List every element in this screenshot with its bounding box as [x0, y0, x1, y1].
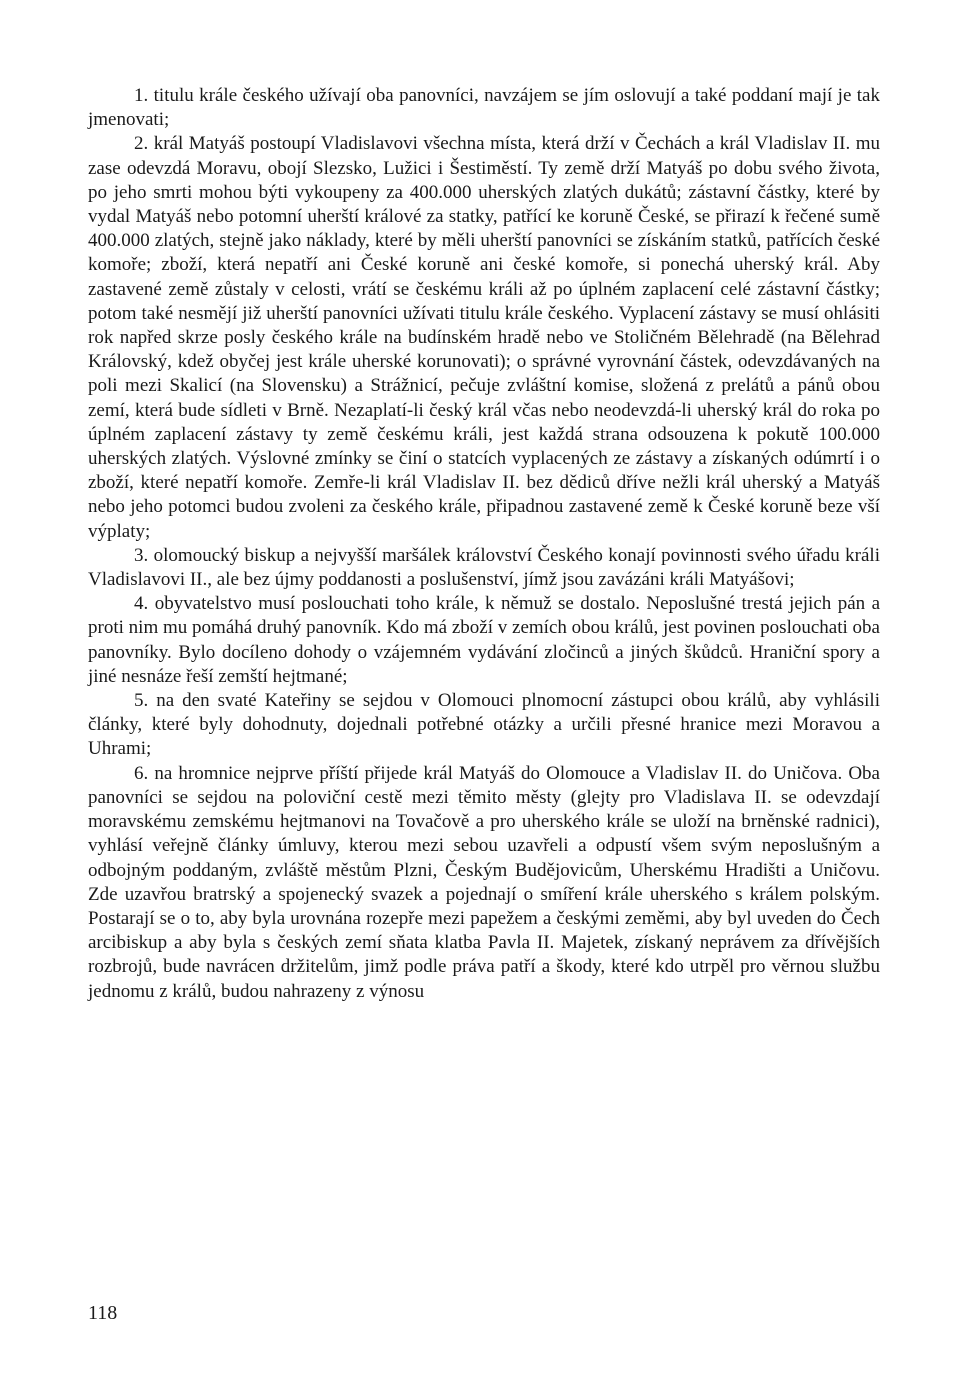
paragraph-2: 2. král Matyáš postoupí Vladislavovi všechna místa, která drží v Čechách a král Vladislav II. mu zase odevzdá Moravu, obojí Slezsko, Lužici i Šestiměstí. Ty země drží Matyáš po dobu svého života, po jeho smrti mohou býti vykoupeny za 400.000 uherských zlatých dukátů; zástavní částky, které by vydal Matyáš nebo potomní uherští králové za statky, patřící ke koruně České, se přirazí k řečené sumě 400.000 zlatých, stejně jako náklady, které by měli uherští panovníci se získáním statků, patřících české komoře; zboží, která nepatří ani České koruně ani české komoře, si ponechá uherský král. Aby zastavené země zůstaly v celosti, vrátí se českému králi až po úplném zaplacení celé zástavní částky; potom také nesmějí již uherští panovníci užívati titulu krále českého. Vyplacení zástavy se musí ohlásiti rok napřed skrze posly českého krále na budínském hradě nebo ve Stoličném Bělehradě (na Bělehrad Královský, kdež obyčej jest krále uherské korunovati); o správné vyrovnání částek, odevzdávaných na poli mezi Skalicí (na Slovensku) a Strážnicí, pečuje zvláštní komise, složená z prelátů a pánů obou zemí, která bude sídleti v Brně. Nezaplatí-li český král včas nebo neodevzdá-li uherský král do roka po úplném zaplacení zástavy ty země českému králi, jest každá strana odsouzena k pokutě 100.000 uherských zlatých. Výslovné zmínky se činí o statcích vyplacených ze zástavy a získaných odúmrtí i o zboží, které nepatří komoře. Zemře-li král Vladislav II. bez dědiců dříve nežli král uherský a Matyáš nebo jeho potomci budou zvoleni za českého krále, připadnou zastavené země k České koruně beze vší výplaty;: [88, 133, 880, 542]
page-number: 118: [88, 1302, 118, 1324]
paragraph-1: 1. titulu krále českého užívají oba panovníci, navzájem se jím oslovují a také poddaní mají je tak jmenovati;: [88, 85, 880, 131]
document-body: [88, 84, 880, 1004]
paragraph-4: 4. obyvatelstvo musí poslouchati toho krále, k němuž se dostalo. Neposlušné trestá jejich pán a proti nim mu pomáhá druhý panovník. Kdo má zboží v zemích obou králů, jest povinen poslouchati oba panovníky. Bylo docíleno dohody o vzájemném vydávání zločinců a jiných škůdců. Hraniční spory a jiné nesnáze řeší zemští hejtmané;: [88, 593, 880, 687]
paragraph-3: 3. olomoucký biskup a nejvyšší maršálek království Českého konají povinnosti svého úřadu králi Vladislavovi II., ale bez újmy poddanosti a poslušenství, jímž jsou zavázáni králi Matyášovi;: [88, 544, 880, 591]
paragraph-5: 5. na den svaté Kateřiny se sejdou v Olomouci plnomocní zástupci obou králů, aby vyhlásili články, které byly dohodnuty, dojednali potřebné otázky a určili přesné hranice mezi Moravou a Uhrami;: [88, 690, 880, 760]
paragraph-6: 6. na hromnice nejprve příští přijede král Matyáš do Olomouce a Vladislav II. do Uničova. Oba panovníci se sejdou na poloviční cestě mezi těmito městy (glejty pro Vladislava II. se odevzdají moravskému zemskému hejtmanovi na Tovačově a pro uherského krále se uloží na brněnské radnici), vyhlásí veřejně články úmluvy, kterou mezi sebou uzavřeli a odpustí všem svým neposlušným a odbojným poddaným, zvláště městům Plzni, Českým Budějovicům, Uherskému Hradišti a Uničovu. Zde uzavřou bratrský a spojenecký svazek a pojednají o smíření krále uherského s králem polským. Postarají se o to, aby byla urovnána rozepře mezi papežem a českými zeměmi, aby byl uveden do Čech arcibiskup a aby byla s českých zemí sňata klatba Pavla II. Majetek, získaný neprávem za dřívějších rozbrojů, bude navrácen držitelům, jimž podle práva patří a škody, které kdo utrpěl pro věrnou službu jednomu z králů, budou nahrazeny z výnosu: [88, 762, 880, 1002]
